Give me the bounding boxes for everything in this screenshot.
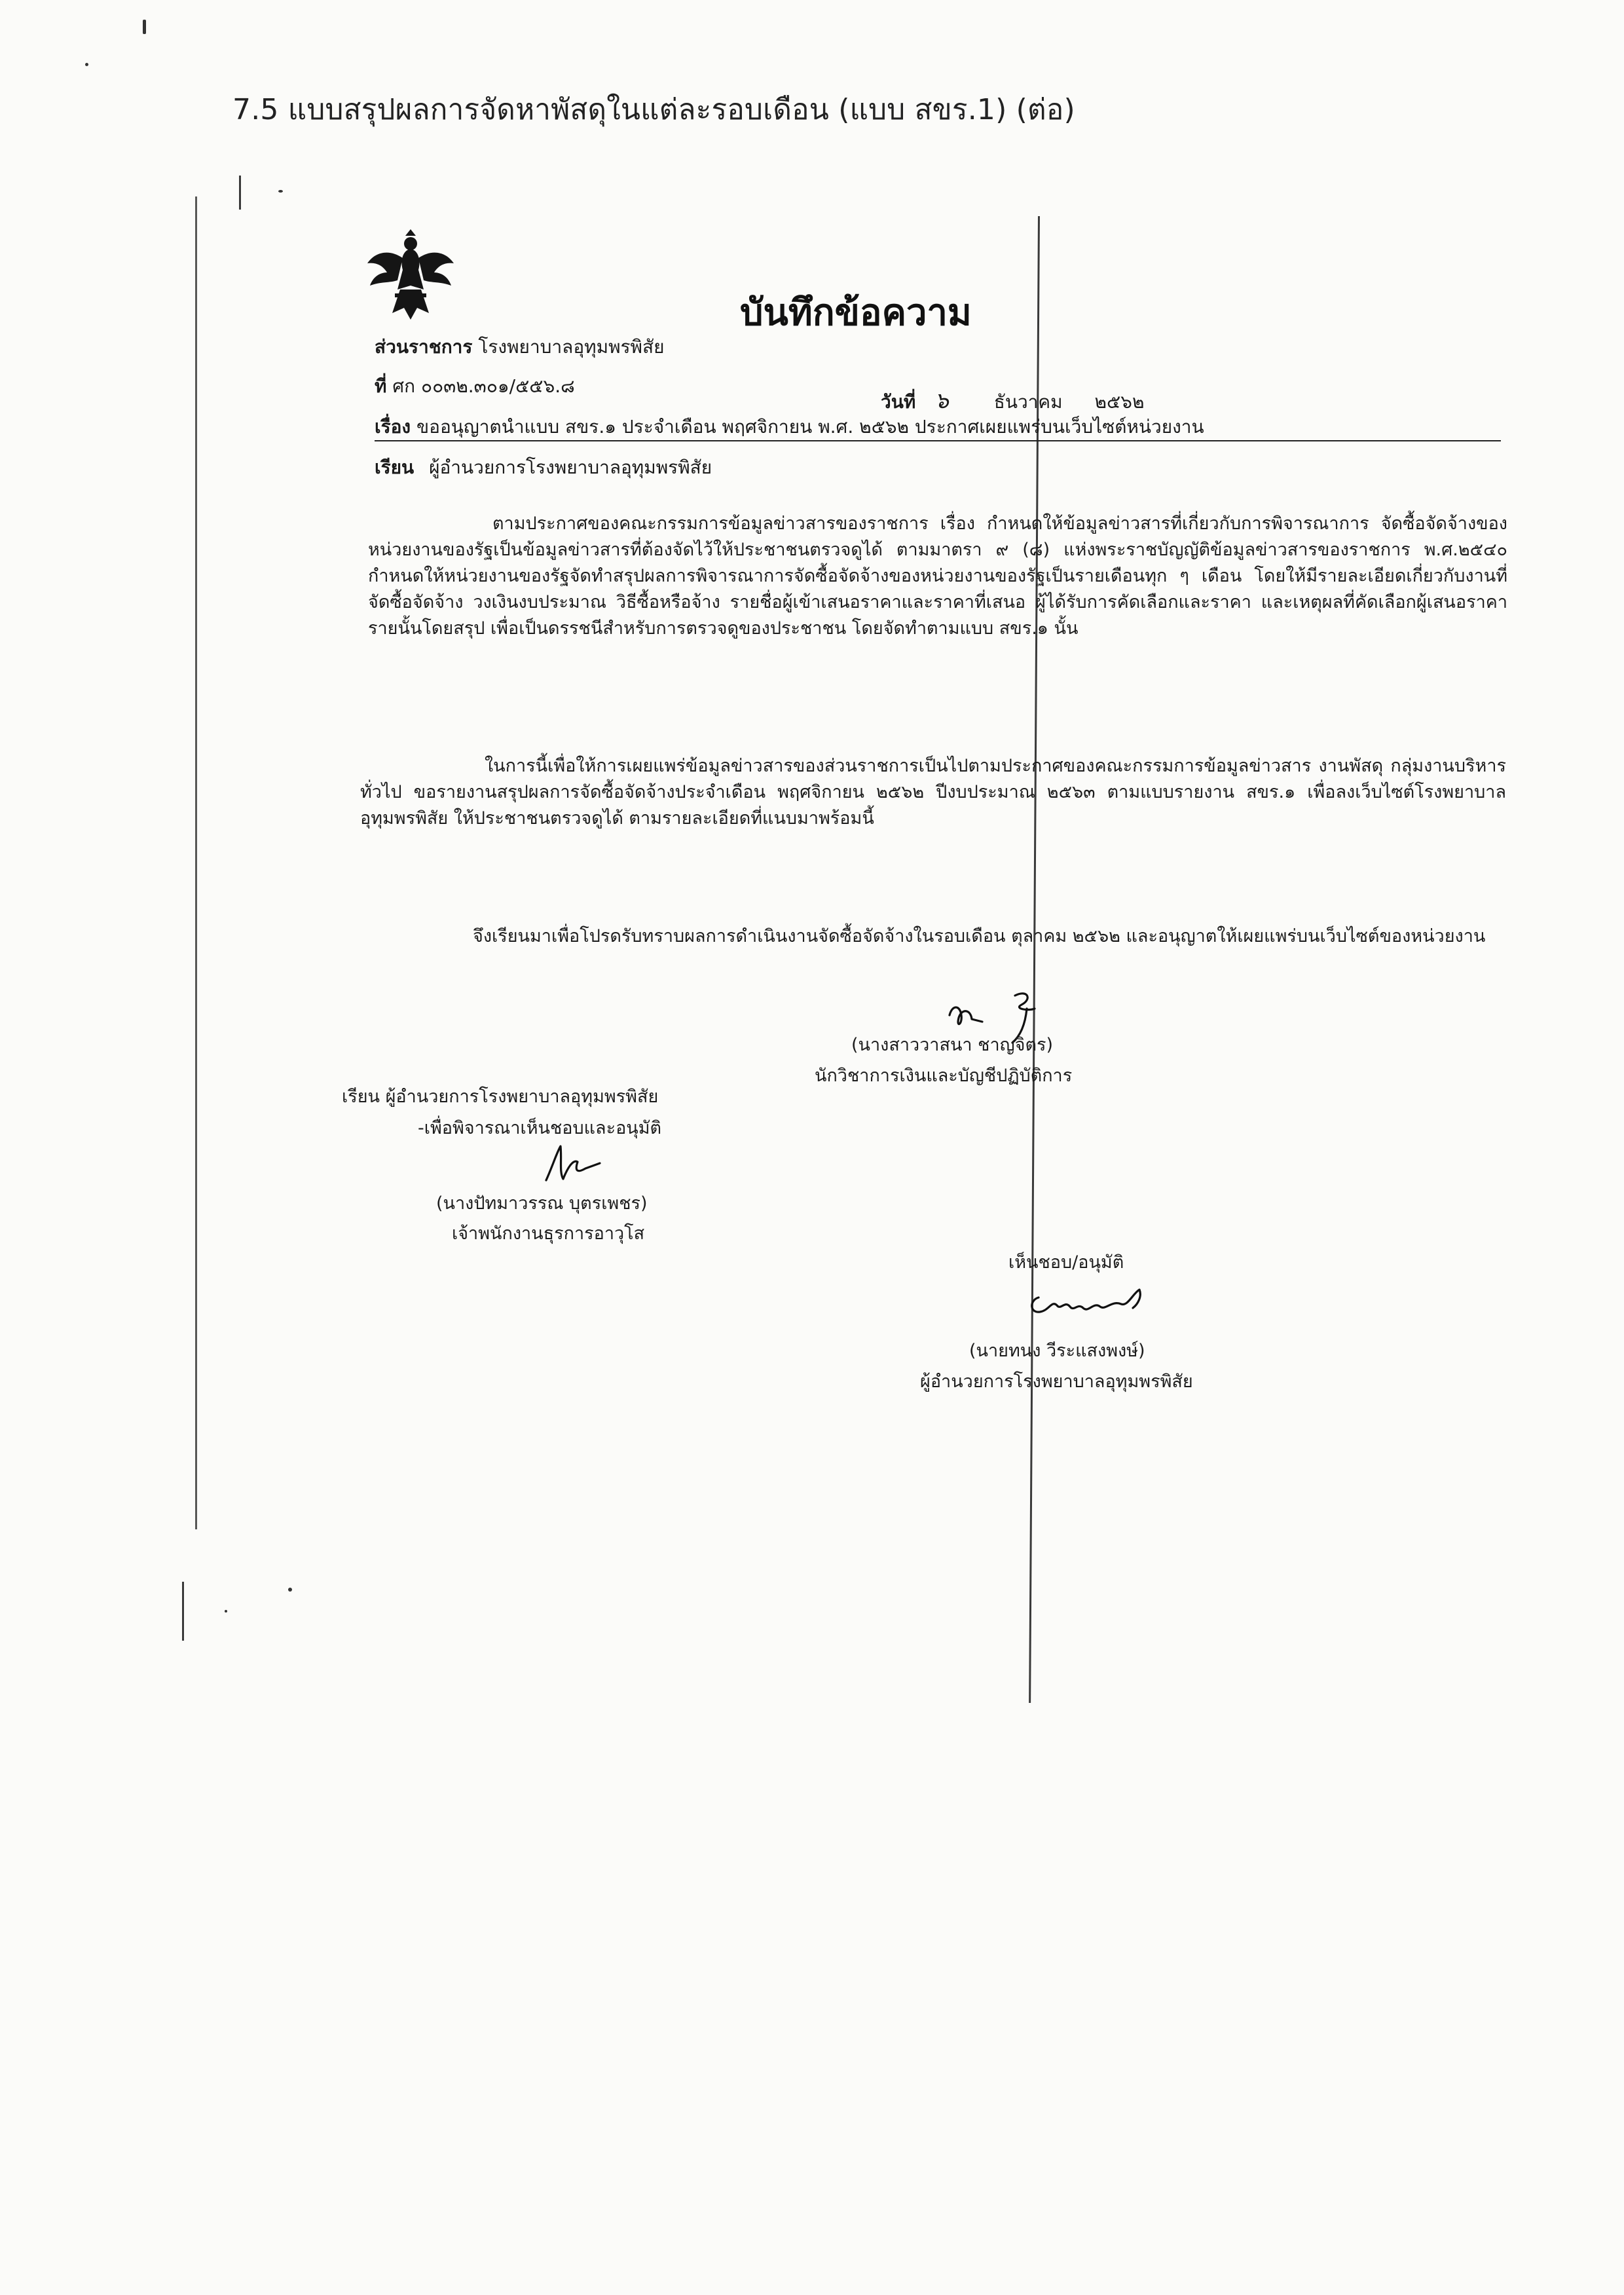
ref-value: ศก ๐๐๓๒.๓๐๑/๕๕๖.๘	[392, 375, 575, 397]
date-day: ๖	[934, 388, 949, 414]
memo-paragraph-2: ในการนี้เพื่อให้การเผยแพร่ข้อมูลข่าวสารของส่วนราชการเป็นไปตามประกาศของคณะกรรมการข้อมูลข่าวสาร งานพัสดุ กลุ่มงานบริหารทั่วไป ขอรายงานสรุปผลการจัดซื้อจัดจ้างประจำเดือน พฤศจิกายน ๒๕๖๒ ปีงบประมาณ ๒๕๖๓ ตามแบบรายงาน สขร.๑ เพื่อลงเว็บไซต์โรงพยาบาลอุทุมพรพิสัย ให้ประชาชนตรวจดูได้ ตามรายละเอียดที่แนบมาพร้อมนี้	[360, 756, 1506, 829]
subject-label: เรื่อง	[375, 416, 411, 438]
signature-3	[1023, 1274, 1160, 1326]
agency-label: ส่วนราชการ	[375, 336, 473, 358]
memo-sheet	[196, 170, 1507, 1716]
signer-2-name: (นางปัทมาวรรณ บุตรเพชร)	[436, 1193, 648, 1214]
forward-to: เรียน ผู้อำนวยการโรงพยาบาลอุทุมพรพิสัย	[342, 1087, 659, 1107]
scan-speck	[85, 63, 88, 66]
ref-label: ที่	[375, 375, 387, 397]
agency-row	[375, 333, 665, 362]
date-label: วันที่	[881, 391, 916, 413]
ref-row	[375, 372, 575, 401]
signature-2	[537, 1140, 609, 1192]
signer-1-position: นักวิชาการเงินและบัญชีปฏิบัติการ	[815, 1066, 1073, 1086]
page-heading: 7.5 แบบสรุปผลการจัดหาพัสดุในแต่ละรอบเดือน (แบบ สขร.1) (ต่อ)	[232, 93, 1075, 126]
subject-row	[375, 413, 1204, 441]
to-value: ผู้อำนวยการโรงพยาบาลอุทุมพรพิสัย	[429, 457, 712, 478]
signer-2-position: เจ้าพนักงานธุรการอาวุโส	[452, 1223, 645, 1244]
subject-value: ขออนุญาตนำแบบ สขร.๑ ประจำเดือน พฤศจิกายน พ.ศ. ๒๕๖๒ ประกาศเผยแพร่บนเว็บไซต์หน่วยงาน	[416, 416, 1204, 438]
memo-paragraph-1: ตามประกาศของคณะกรรมการข้อมูลข่าวสารของราชการ เรื่อง กำหนดให้ข้อมูลข่าวสารที่เกี่ยวกับการพิจารณาการ จัดซื้อจัดจ้างของหน่วยงานของรัฐเป็นข้อมูลข่าวสารที่ต้องจัดไว้ให้ประชาชนตรวจดูได้ ตามมาตรา ๙ (๘) แห่งพระราชบัญญัติข้อมูลข่าวสารของราชการ พ.ศ.๒๕๔๐ กำหนดให้หน่วยงานของรัฐจัดทำสรุปผลการพิจารณาการจัดซื้อจัดจ้างของหน่วยงานของรัฐเป็นรายเดือนทุก ๆ เดือน โดยให้มีรายละเอียดเกี่ยวกับงานที่จัดซื้อจัดจ้าง วงเงินงบประมาณ วิธีซื้อหรือจ้าง รายชื่อผู้เข้าเสนอราคาและราคาที่เสนอ ผู้ได้รับการคัดเลือกและราคา และเหตุผลที่คัดเลือกผู้เสนอราคารายนั้นโดยสรุป เพื่อเป็นดรรชนีสำหรับการตรวจดูของประชาชน โดยจัดทำตามแบบ สขร.๑ นั้น	[368, 513, 1507, 639]
forward-note: -เพื่อพิจารณาเห็นชอบและอนุมัติ	[418, 1118, 662, 1138]
signer-3-name: (นายทนง วีระแสงพงษ์)	[969, 1341, 1145, 1361]
header-rule	[375, 440, 1501, 441]
scan-crease-line	[182, 1582, 184, 1641]
garuda-emblem	[363, 229, 458, 321]
memo-title: บันทึกข้อความ	[740, 291, 972, 334]
signer-3-position: ผู้อำนวยการโรงพยาบาลอุทุมพรพิสัย	[920, 1371, 1193, 1392]
approval-text: เห็นชอบ/อนุมัติ	[1008, 1252, 1124, 1273]
signer-1-name: (นางสาววาสนา ชาญจิตร)	[851, 1035, 1054, 1055]
to-row	[375, 453, 712, 482]
agency-value: โรงพยาบาลอุทุมพรพิสัย	[478, 336, 665, 358]
date-year: ๒๕๖๒	[1094, 391, 1145, 413]
date-month: ธันวาคม	[993, 391, 1063, 413]
memo-paragraph-3: จึงเรียนมาเพื่อโปรดรับทราบผลการดำเนินงานจัดซื้อจัดจ้างในรอบเดือน ตุลาคม ๒๕๖๒ และอนุญาตให้เผยแพร่บนเว็บไซต์ของหน่วยงาน	[473, 926, 1486, 946]
scan-speck	[143, 20, 146, 34]
to-label: เรียน	[375, 457, 415, 478]
